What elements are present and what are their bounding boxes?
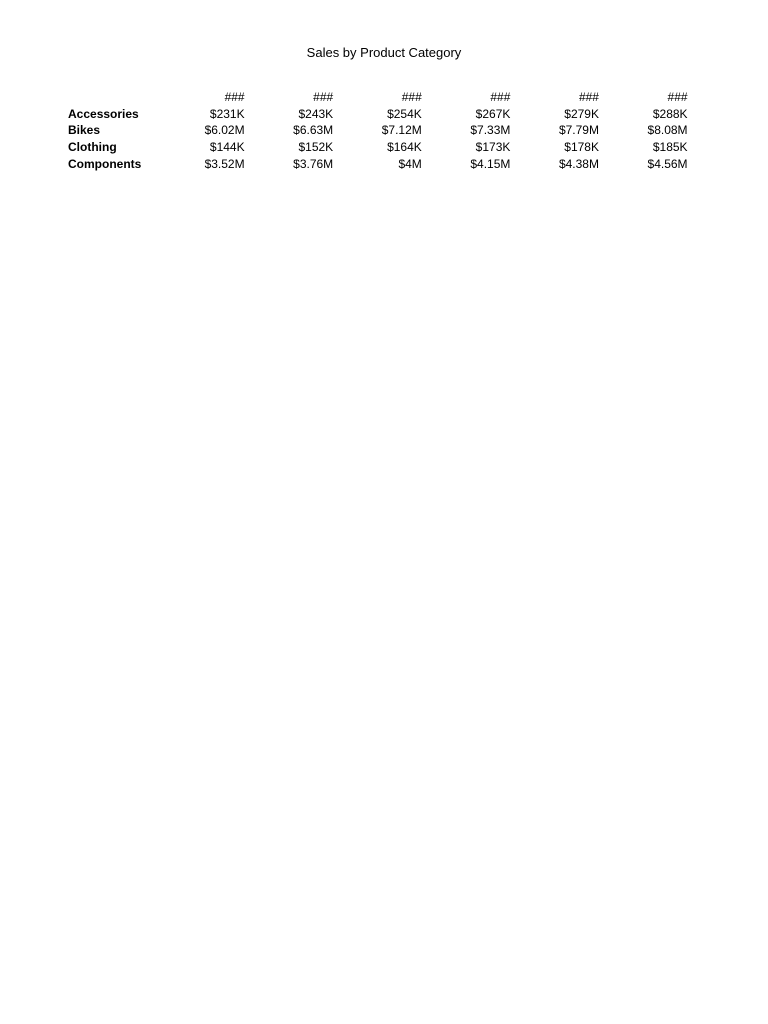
sales-value-cell: $7.79M [558, 123, 599, 138]
sales-value-cell: $4.56M [647, 156, 688, 171]
sales-value-cell: $243K [298, 106, 334, 121]
sales-value-cell: $254K [387, 106, 422, 121]
sales-value-cell: $185K [652, 140, 688, 155]
report-title: Sales by Product Category [306, 45, 462, 60]
row-category-label: Bikes [68, 123, 101, 138]
sales-value-cell: $178K [564, 140, 599, 155]
column-header: ### [490, 90, 511, 104]
column-header: ### [578, 90, 599, 104]
table-row [68, 122, 688, 139]
column-header: ### [667, 90, 688, 104]
sales-value-cell: $3.52M [204, 156, 245, 171]
sales-value-cell: $152K [298, 140, 334, 155]
sales-value-cell: $8.08M [647, 123, 688, 138]
sales-value-cell: $288K [652, 106, 688, 121]
table-row [68, 156, 688, 173]
table-row [68, 139, 688, 156]
sales-value-cell: $3.76M [293, 156, 334, 171]
table-row [68, 106, 688, 123]
sales-value-cell: $6.63M [293, 123, 334, 138]
sales-value-cell: $144K [209, 140, 245, 155]
column-header: ### [401, 90, 422, 104]
sales-value-cell: $173K [475, 140, 511, 155]
row-category-label: Clothing [68, 140, 117, 155]
sales-value-cell: $7.12M [381, 123, 422, 138]
header-row [68, 89, 688, 106]
sales-value-cell: $279K [564, 106, 599, 121]
column-header: ### [224, 90, 245, 104]
row-category-label: Components [68, 156, 142, 171]
sales-value-cell: $231K [209, 106, 245, 121]
sales-value-cell: $4.15M [470, 156, 511, 171]
column-header: ### [313, 90, 334, 104]
sales-value-cell: $164K [387, 140, 422, 155]
sales-value-cell: $6.02M [204, 123, 245, 138]
sales-value-cell: $267K [475, 106, 511, 121]
sales-value-cell: $4.38M [558, 156, 599, 171]
sales-table [68, 89, 688, 173]
sales-value-cell: $7.33M [470, 123, 511, 138]
sales-value-cell: $4M [398, 156, 422, 171]
header-corner-cell [68, 89, 156, 106]
row-category-label: Accessories [68, 106, 139, 121]
